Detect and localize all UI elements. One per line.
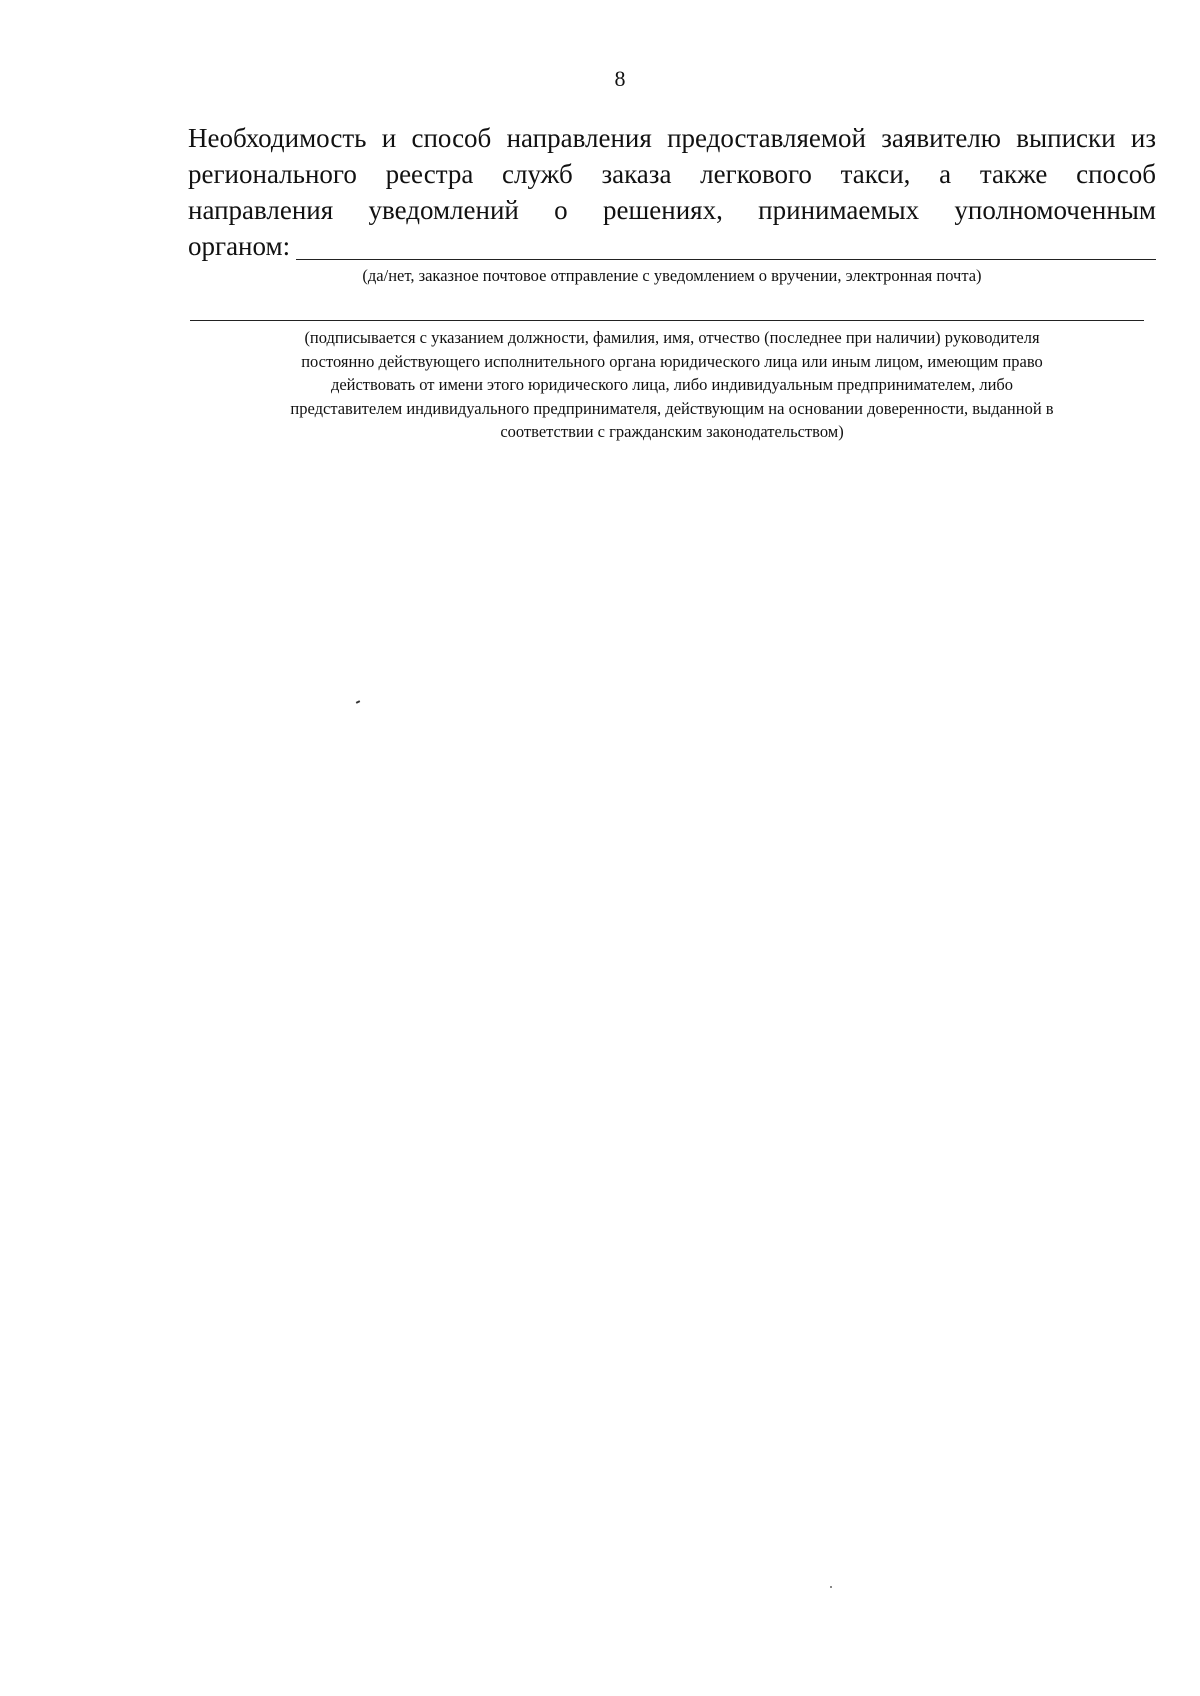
- scan-speck: [830, 1586, 832, 1588]
- page-number: 8: [614, 66, 626, 91]
- paragraph-line: Необходимость и способ направления предоставляемой заявителю выписки из: [188, 123, 1156, 153]
- paragraph-line: регионального реестра служб заказа легкового такси, а также способ: [188, 159, 1156, 189]
- scan-speck: [356, 700, 360, 704]
- signature-caption: [188, 326, 1156, 444]
- paragraph-line: органом:: [188, 231, 291, 261]
- signature-caption-line: (подписывается с указанием должности, фамилия, имя, отчество (последнее при наличии) руководителя: [304, 328, 1040, 347]
- notification-method-paragraph: [188, 120, 1156, 264]
- signature-caption-line: действовать от имени этого юридического лица, либо индивидуальным предпринимателем, либо: [330, 375, 1014, 394]
- signature-caption-line: представителем индивидуального предпринимателя, действующим на основании доверенности, выданной в: [290, 398, 1054, 418]
- signature-fill-line: [190, 320, 1144, 321]
- signature-caption-line: соответствии с гражданским законодательством): [500, 422, 844, 441]
- paragraph-line: направления уведомлений о решениях, принимаемых уполномоченным: [188, 195, 1156, 225]
- delivery-method-caption: (да/нет, заказное почтовое отправление с уведомлением о вручении, электронная почта): [362, 266, 982, 285]
- signature-caption-line: постоянно действующего исполнительного органа юридического лица или иным лицом, имеющим право: [301, 351, 1043, 371]
- delivery-method-fill-line: [296, 259, 1156, 260]
